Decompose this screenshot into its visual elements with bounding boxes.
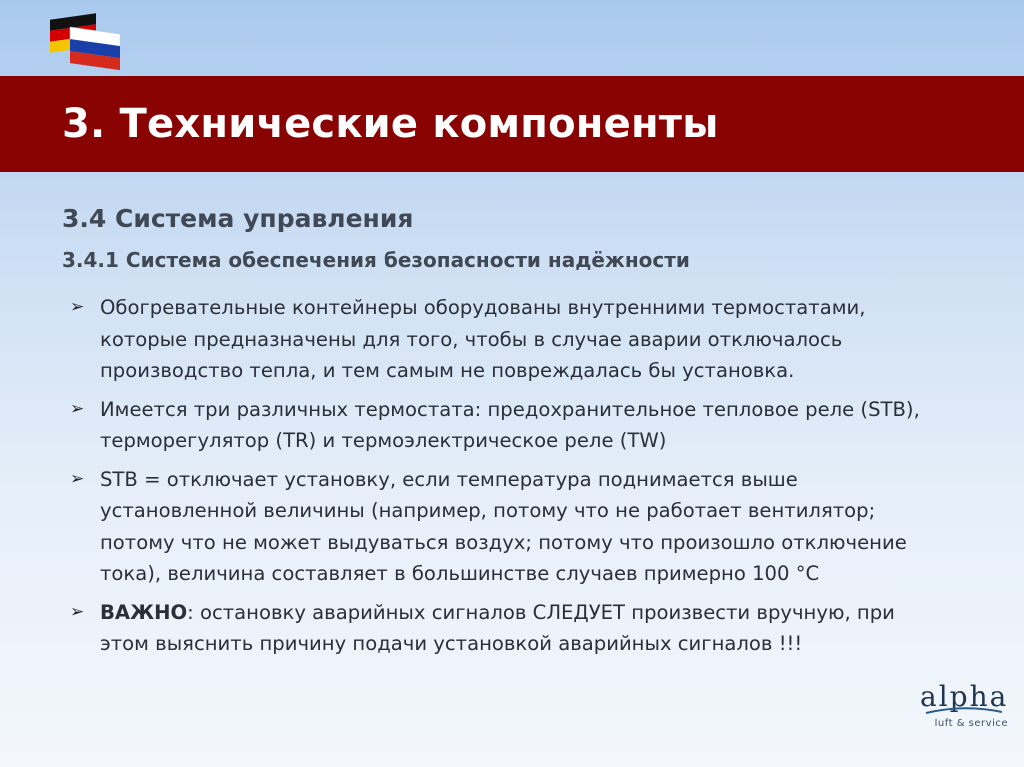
logo-swoosh-icon bbox=[924, 706, 1004, 716]
bullet-list bbox=[70, 292, 920, 667]
bullet-bold-label: ВАЖНО bbox=[100, 600, 188, 624]
logo-word: alpha bbox=[920, 680, 1009, 713]
page-title: 3. Технические компоненты bbox=[62, 101, 719, 147]
list-item bbox=[70, 597, 920, 660]
list-item bbox=[70, 394, 920, 457]
arrow-bullet-icon: ➢ bbox=[70, 601, 85, 622]
logo-subtext: luft & service bbox=[934, 718, 1008, 729]
title-band bbox=[0, 76, 1024, 172]
bullet-text: Имеется три различных термостата: предохранительное тепловое реле (STB), терморегулятор (TR) и термоэлектрическое реле (TW) bbox=[100, 397, 920, 452]
arrow-bullet-icon: ➢ bbox=[70, 398, 85, 419]
arrow-bullet-icon: ➢ bbox=[70, 468, 85, 489]
section-title: 3.4 Система управления bbox=[62, 204, 414, 233]
bullet-text: Обогревательные контейнеры оборудованы внутренними термостатами, которые предназначены для того, чтобы в случае аварии отключалось производство тепла, и тем самым не повреждалась бы установка. bbox=[100, 296, 866, 382]
list-item bbox=[70, 464, 920, 590]
bullet-text: : остановку аварийных сигналов СЛЕДУЕТ произвести вручную, при этом выяснить причину подачи установкой аварийных сигналов !!! bbox=[100, 600, 895, 655]
company-logo bbox=[920, 682, 1008, 742]
list-item bbox=[70, 292, 920, 387]
flags-icon bbox=[48, 8, 128, 70]
arrow-bullet-icon: ➢ bbox=[70, 297, 85, 317]
bullet-text: STB = отключает установку, если температура поднимается выше установленной величины (например, потому что не работает вентилятор; потому что не может выдуваться воздух; потому что произошло отключение тока), величина составляет в большинстве случаев примерно 100 °C bbox=[100, 467, 907, 585]
section-subtitle: 3.4.1 Система обеспечения безопасности надёжности bbox=[62, 248, 690, 272]
